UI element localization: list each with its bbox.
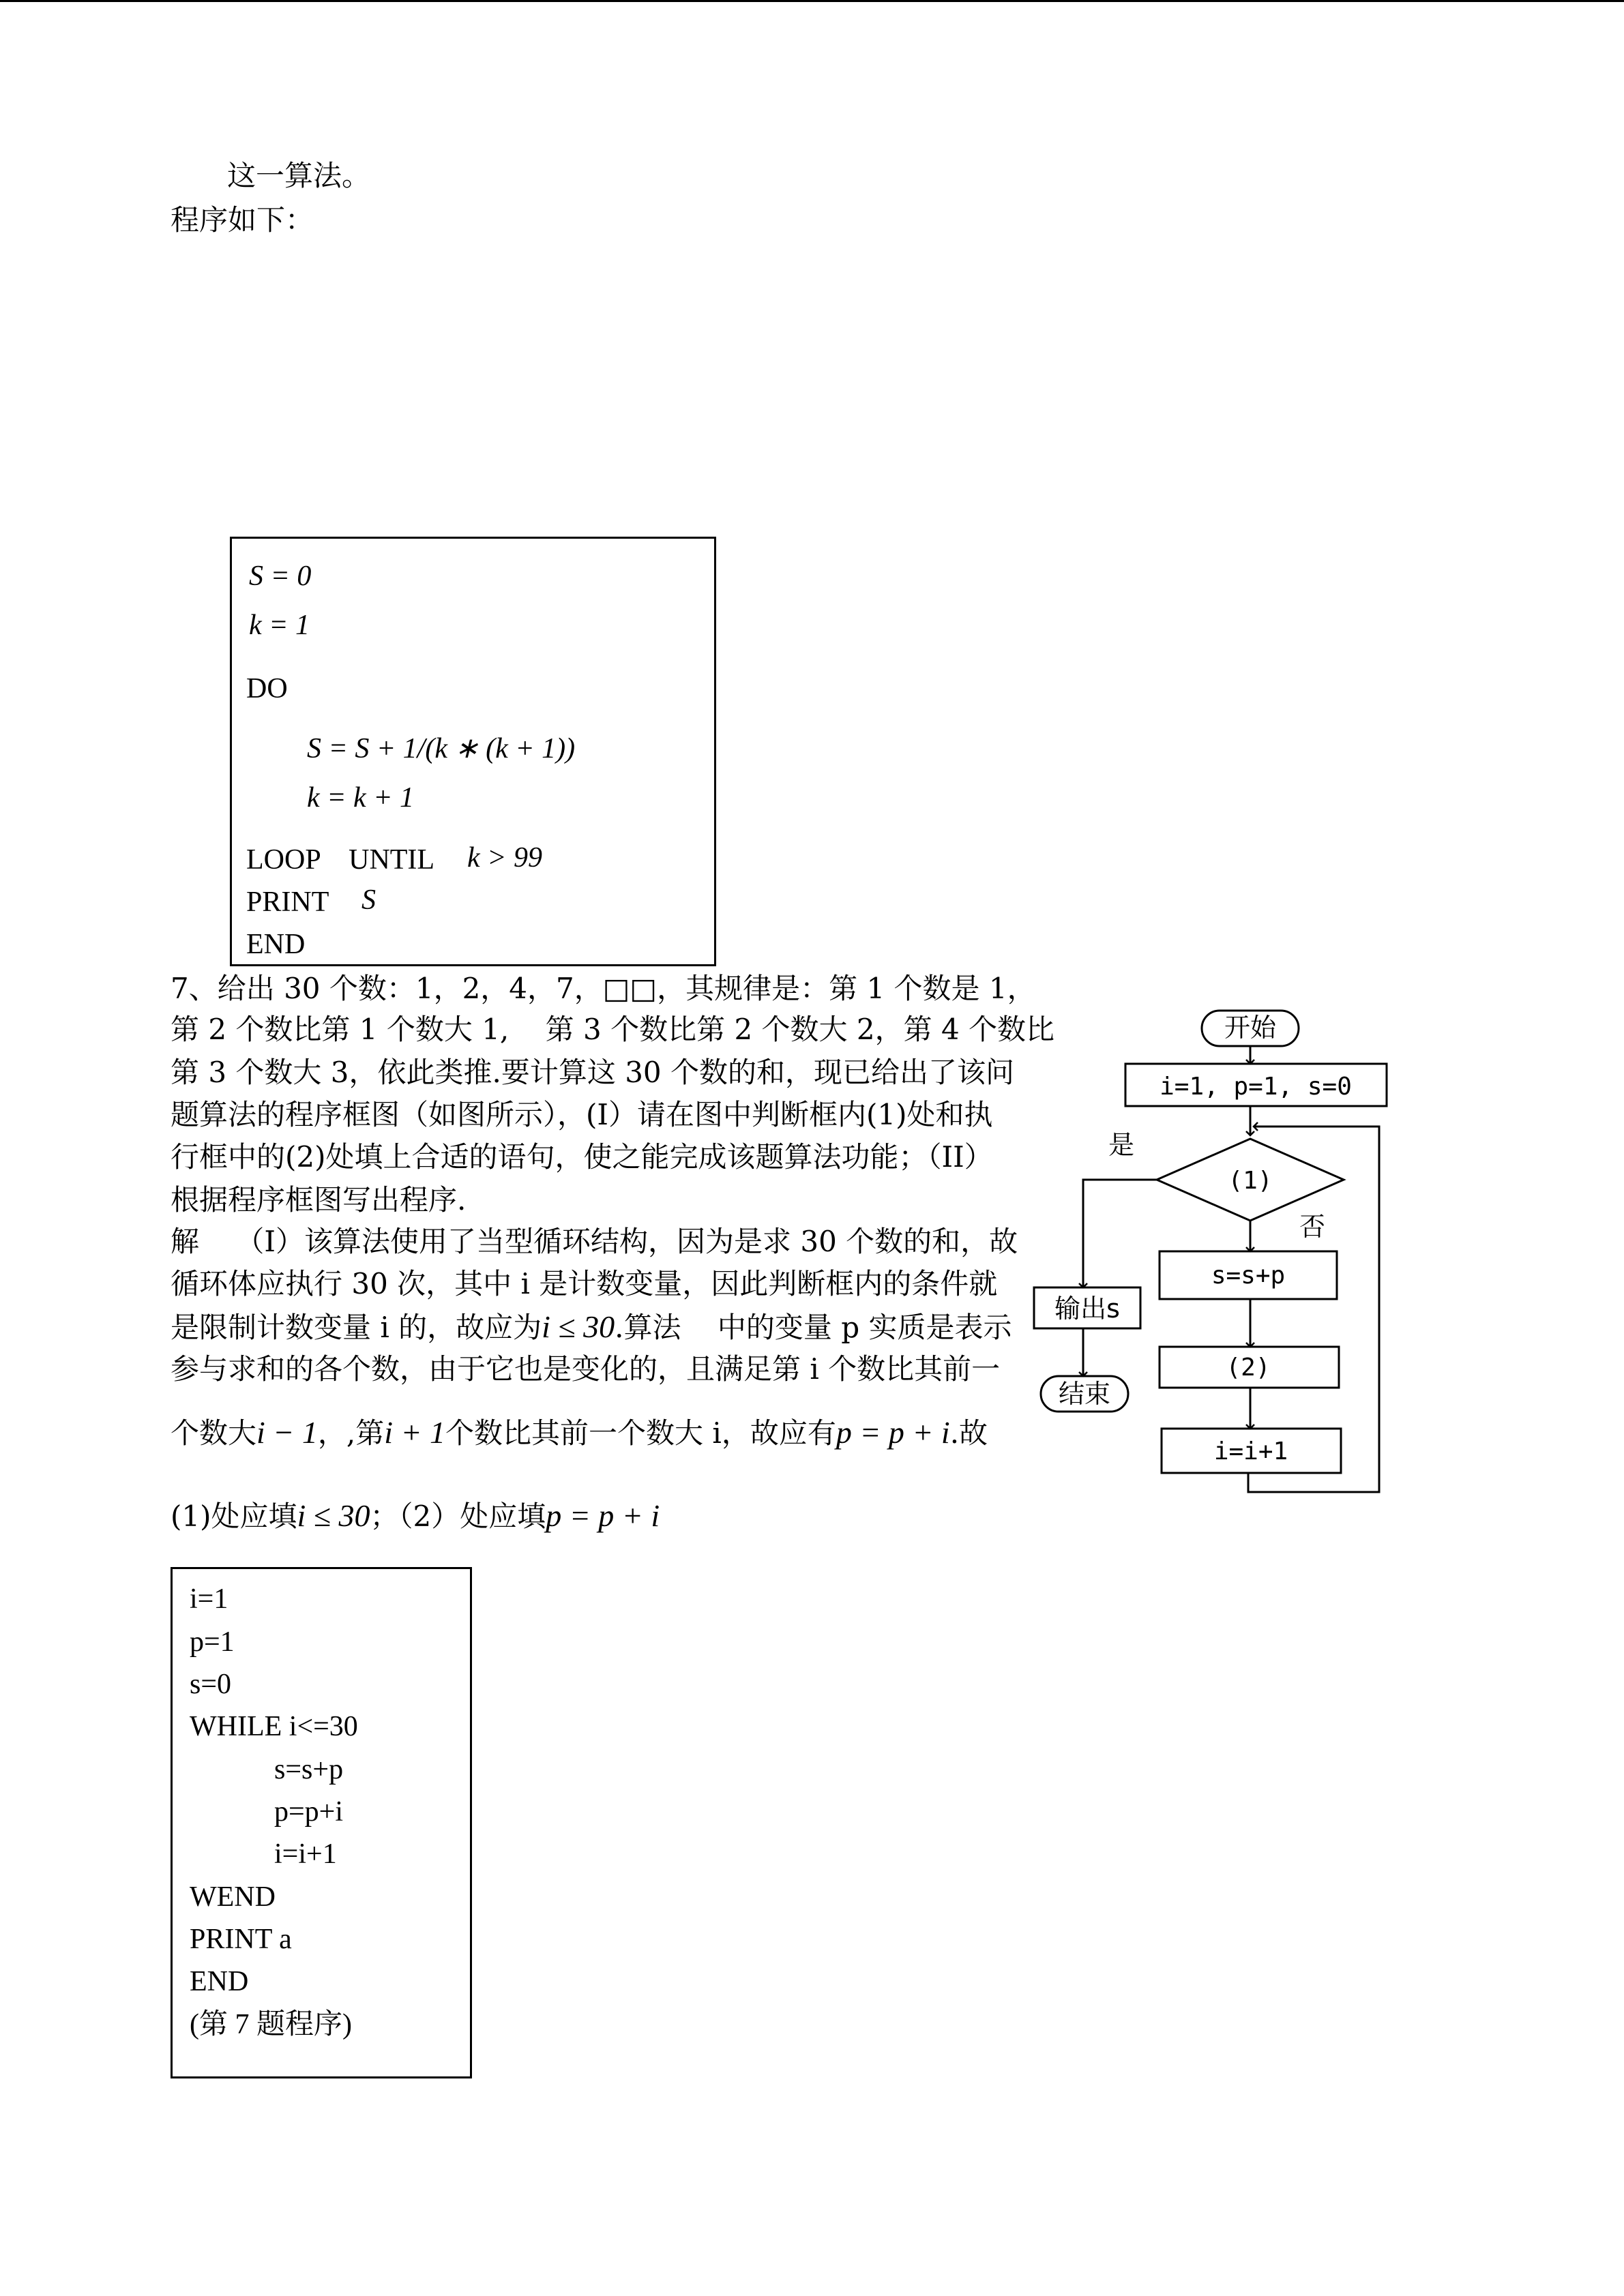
intro-line-2: 程序如下：	[171, 203, 314, 237]
flowchart-no-label: 否	[1299, 1212, 1326, 1242]
flowchart-yes-label: 是	[1108, 1130, 1135, 1160]
program-2-line: p=1	[190, 1626, 235, 1658]
solution-line: 是限制计数变量 i 的，故应为i ≤ 30.算法 中的变量 p 实质是表示	[171, 1309, 1012, 1344]
program-1-line: S	[361, 884, 376, 916]
intro-line-1: 这一算法。	[227, 159, 371, 192]
flowchart-cond-label: (1)	[1228, 1167, 1273, 1195]
program-1-line: DO	[246, 673, 288, 704]
solution-line: 循环体应执行 30 次，其中 i 是计数变量，因此判断框内的条件就	[171, 1267, 998, 1300]
program-2-line: p=p+i	[274, 1796, 344, 1828]
solution-answer: (1)处应填i ≤ 30；（2）处应填p = p + i	[171, 1498, 660, 1533]
top-rule	[0, 0, 1624, 2]
program-2-line: i=i+1	[274, 1838, 337, 1870]
solution-line: 解 （I）该算法使用了当型循环结构，因为是求 30 个数的和，故	[171, 1225, 1018, 1258]
flowchart-inc-label: i=i+1	[1213, 1437, 1288, 1465]
problem-7-line: 行框中的(2)处填上合适的语句，使之能完成该题算法功能；（II）	[171, 1140, 993, 1174]
flowchart-init-label: i=1, p=1, s=0	[1160, 1073, 1352, 1101]
program-1-line: END	[246, 929, 306, 960]
program-2-line: WHILE i<=30	[190, 1711, 358, 1742]
program-2-line: i=1	[190, 1583, 228, 1615]
problem-7-line: 根据程序框图写出程序.	[171, 1183, 467, 1217]
program-1-line: k = 1	[249, 610, 310, 641]
solution-line: 个数大i − 1，,第i + 1个数比其前一个数大 i，故应有p = p + i.故	[171, 1415, 988, 1450]
flowchart-output-label: 输出s	[1054, 1294, 1120, 1324]
program-1-line: PRINT	[246, 886, 329, 918]
problem-7-line: 题算法的程序框图（如图所示），(I）请在图中判断框内(1)处和执	[171, 1098, 993, 1131]
problem-7-line: 第 3 个数大 3，依此类推.要计算这 30 个数的和，现已给出了该问	[171, 1056, 1014, 1089]
program-1-line: S = 0	[249, 561, 312, 592]
flowchart-start-label: 开始	[1224, 1013, 1277, 1043]
program-1-line: LOOP UNTIL	[246, 844, 435, 876]
flowchart	[1023, 996, 1405, 1514]
program-2-line: WEND	[190, 1881, 276, 1913]
problem-7-line: 第 2 个数比第 1 个数大 1, 第 3 个数比第 2 个数大 2，第 4 个数比	[171, 1013, 1055, 1046]
program-1-line: S = S + 1/(k ∗ (k + 1))	[307, 733, 576, 764]
flowchart-end-label: 结束	[1058, 1379, 1111, 1409]
program-2-line: PRINT a	[190, 1924, 292, 1955]
solution-line: 参与求和的各个数，由于它也是变化的，且满足第 i 个数比其前一	[171, 1352, 1001, 1386]
program-2-caption: (第 7 题程序)	[190, 2009, 352, 2040]
program-2-line: s=0	[190, 1669, 232, 1700]
flowchart-step2-label: (2)	[1226, 1354, 1271, 1382]
program-2-line: END	[190, 1966, 249, 1997]
flowchart-sum-label: s=s+p	[1211, 1262, 1286, 1289]
program-1-line: k > 99	[467, 842, 542, 874]
program-1-line: k = k + 1	[307, 782, 414, 814]
problem-7-line: 7、给出 30 个数：1，2，4，7，□□，其规律是：第 1 个数是 1，	[171, 972, 1036, 1005]
program-2-line: s=s+p	[274, 1754, 344, 1785]
